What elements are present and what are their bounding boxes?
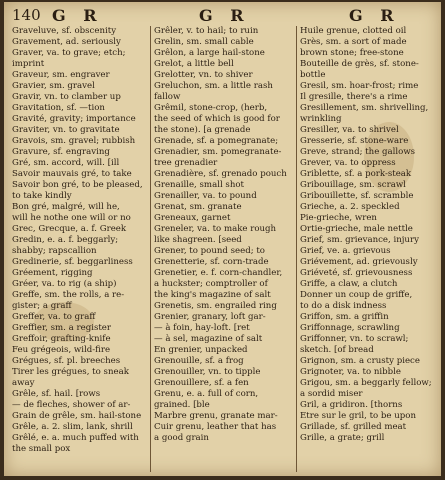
dictionary-entry: Bon gré, malgré, will he, — [12, 202, 120, 212]
dictionary-entry: Savoir mauvais gré, to take — [12, 169, 132, 179]
dictionary-entry: the stone). [a grenade — [154, 125, 251, 135]
dictionary-entry: Savoir bon gré, to be pleased, — [12, 180, 143, 190]
dictionary-entry: will he nothe one will or no — [12, 213, 131, 223]
dictionary-entry: Grenier, granary, loft gar- — [154, 312, 266, 322]
dictionary-entry: Grenadière, sf. grenado pouch — [154, 169, 287, 179]
dictionary-entry: Griévement, ad. grievously — [300, 257, 418, 267]
dictionary-entry: Grégues, sf. pl. breeches — [12, 356, 121, 366]
dictionary-entry: — à foin, hay-loft. [ret — [154, 323, 250, 333]
dictionary-entry: Gréement, rigging — [12, 268, 93, 278]
dictionary-entry: Cuir grenu, leather that has — [154, 422, 277, 432]
dictionary-entry: Grelin, sm. small cable — [154, 37, 254, 47]
dictionary-entry: En grenier, unpacked — [154, 345, 248, 355]
dictionary-entry: Il gresille, there's a rime — [300, 92, 408, 102]
dictionary-entry: Griffon, sm. a griffin — [300, 312, 389, 322]
dictionary-entry: away — [12, 378, 35, 388]
dictionary-entry: Grenouillere, sf. a fen — [154, 378, 249, 388]
dictionary-entry: sketch. [of bread — [300, 345, 374, 355]
dictionary-entry: like shagreen. [seed — [154, 235, 242, 245]
dictionary-entry: Gravier, sm. gravel — [12, 81, 95, 91]
dictionary-entry: Grenouiller, vn. to tipple — [154, 367, 261, 377]
dictionary-entry: Gril, a gridiron. [thorns — [300, 400, 403, 410]
dictionary-entry: Gréer, va. to rig (a ship) — [12, 279, 117, 289]
dictionary-entry: Gravité, gravity; importance — [12, 114, 136, 124]
dictionary-entry: Graveur, sm. engraver — [12, 70, 110, 80]
dictionary-entry: — à sel, magazine of salt — [154, 334, 263, 344]
column-middle — [154, 26, 294, 444]
dictionary-entry: Grain de grêle, sm. hail-stone — [12, 411, 142, 421]
dictionary-entry: Gredin, e. a. f. beggarly; — [12, 235, 119, 245]
dictionary-entry: Grignoter, va. to nibble — [300, 367, 402, 377]
dictionary-entry: Griffonner, vn. to scrawl; — [300, 334, 409, 344]
dictionary-entry: a good grain — [154, 433, 209, 443]
dictionary-entry: Grener, to pound seed; to — [154, 246, 265, 256]
dictionary-entry: Greluchon, sm. a little rash — [154, 81, 273, 91]
dictionary-entry: Graviter, vn. to gravitate — [12, 125, 120, 135]
dictionary-entry: fallow — [154, 92, 181, 102]
dictionary-entry: Grille, a grate; grill — [300, 433, 385, 443]
dictionary-entry: Gresil, sm. hoar-frost; rime — [300, 81, 419, 91]
dictionary-entry: Griblette, sf. a pork-steak — [300, 169, 412, 179]
dictionary-entry: Grêler, v. to hail; to ruin — [154, 26, 259, 36]
dictionary-entry: Grieche, a. 2. speckled — [300, 202, 400, 212]
dictionary-entry: Huile grenue, clotted oil — [300, 26, 407, 36]
dictionary-entry: Grenadier, sm. pomegranate- — [154, 147, 282, 157]
dictionary-entry: Grenu, e. a. full of corn, — [154, 389, 259, 399]
dictionary-entry: Grigou, sm. a beggarly fellow; — [300, 378, 432, 388]
dictionary-entry: Grenailler, va. to pound — [154, 191, 257, 201]
dictionary-entry: a huckster; comptroller of — [154, 279, 268, 289]
column-left — [12, 26, 148, 455]
dictionary-entry: a sordid miser — [300, 389, 363, 399]
dictionary-entry: Bouteille de grès, sf. stone- — [300, 59, 419, 69]
dictionary-entry: imprint — [12, 59, 45, 69]
running-head: G R — [349, 6, 400, 25]
dictionary-entry: Greneler, va. to make rough — [154, 224, 277, 234]
dictionary-entry: Gravois, sm. gravel; rubbish — [12, 136, 136, 146]
dictionary-entry: Grever, va. to oppress — [300, 158, 396, 168]
dictionary-entry: Grenat, sm. granate — [154, 202, 242, 212]
column-right — [300, 26, 438, 444]
dictionary-entry: the king's magazine of salt — [154, 290, 271, 300]
dictionary-entry: Gravement, ad. seriously — [12, 37, 121, 47]
dictionary-entry: Grenouille, sf. a frog — [154, 356, 244, 366]
dictionary-entry: Pie-grieche, wren — [300, 213, 377, 223]
dictionary-entry: Grenetterie, sf. corn-trade — [154, 257, 269, 267]
dictionary-entry: Greneaux, garnet — [154, 213, 231, 223]
dictionary-entry: Etre sur le gril, to be upon — [300, 411, 416, 421]
dictionary-entry: Griffe, a claw, a clutch — [300, 279, 398, 289]
dictionary-entry: Greffe, sm. the rolls, a re- — [12, 290, 125, 300]
dictionary-entry: Greve, strand; the gallows — [300, 147, 416, 157]
dictionary-entry: Graveluve, sf. obscenity — [12, 26, 117, 36]
dictionary-entry: Griéveté, sf. grievousness — [300, 268, 413, 278]
dictionary-entry: Grêmil, stone-crop, (herb, — [154, 103, 268, 113]
dictionary-entry: Grêle, sf. hail. [rows — [12, 389, 101, 399]
dictionary-entry: tree grenadier — [154, 158, 218, 168]
dictionary-entry: Graver, va. to grave; etch; — [12, 48, 126, 58]
dictionary-entry: Greffer, va. to graff — [12, 312, 96, 322]
dictionary-entry: Gredinerie, sf. beggarliness — [12, 257, 133, 267]
dictionary-entry: Gravitation, sf. —tion — [12, 103, 105, 113]
dictionary-entry: Grec, Grecque, a. f. Greek — [12, 224, 127, 234]
dictionary-entry: Grêle, a. 2. slim, lank, shrill — [12, 422, 133, 432]
dictionary-entry: Grenetier, e. f. corn-chandler, — [154, 268, 283, 278]
dictionary-entry: Griffonnage, scrawling — [300, 323, 400, 333]
dictionary-entry: Gribouillage, sm. scrawl — [300, 180, 406, 190]
dictionary-entry: Gribouillette, sf. scramble — [300, 191, 414, 201]
page-header — [4, 4, 441, 26]
running-head: G R — [199, 6, 250, 25]
dictionary-entry: Gresillement, sm. shrivelling, — [300, 103, 429, 113]
dictionary-entry: the small pox — [12, 444, 71, 454]
page-number: 140 — [12, 6, 41, 24]
dictionary-entry: Grenetis, sm. engrailed ring — [154, 301, 277, 311]
dictionary-entry: wrinkling — [300, 114, 342, 124]
dictionary-entry: the seed of which is good for — [154, 114, 280, 124]
dictionary-entry: Gresserie, sf. stone-ware — [300, 136, 409, 146]
dictionary-entry: — de fleches, shower of ar- — [12, 400, 131, 410]
dictionary-entry: to do a disk indness — [300, 301, 387, 311]
column-rule — [150, 26, 151, 472]
dictionary-entry: Donner un coup de griffe, — [300, 290, 413, 300]
dictionary-entry: to take kindly — [12, 191, 72, 201]
dictionary-entry: Grenade, sf. a pomegranate; — [154, 136, 279, 146]
dictionary-entry: Ortie-grieche, male nettle — [300, 224, 413, 234]
dictionary-entry: Marbre grenu, granate mar- — [154, 411, 278, 421]
dictionary-entry: Gravir, vn. to clamber up — [12, 92, 121, 102]
dictionary-entry: Grief, sm. grievance, injury — [300, 235, 419, 245]
dictionary-page — [4, 2, 441, 476]
dictionary-entry: Grêlon, a large hail-stone — [154, 48, 265, 58]
dictionary-entry: brown stone; free-stone — [300, 48, 404, 58]
dictionary-entry: gister; a graff — [12, 301, 72, 311]
dictionary-entry: bottle — [300, 70, 326, 80]
dictionary-entry: Grenaille, small shot — [154, 180, 244, 190]
dictionary-entry: shabby; rapscallion — [12, 246, 97, 256]
column-rule — [296, 26, 297, 472]
dictionary-entry: Grief, ve. a. grievous — [300, 246, 391, 256]
dictionary-entry: Tirer les grégues, to sneak — [12, 367, 129, 377]
dictionary-entry: grained. [ble — [154, 400, 210, 410]
dictionary-entry: Grelot, a little bell — [154, 59, 234, 69]
dictionary-entry: Grillade, sf. grilled meat — [300, 422, 407, 432]
dictionary-entry: Gravure, sf. engraving — [12, 147, 110, 157]
dictionary-entry: Grelotter, vn. to shiver — [154, 70, 253, 80]
dictionary-entry: Gré, sm. accord, will. [ill — [12, 158, 120, 168]
running-head: G R — [52, 6, 103, 25]
dictionary-entry: Feu grégeois, wild-fire — [12, 345, 111, 355]
dictionary-entry: Greffoir, grafting-knife — [12, 334, 111, 344]
dictionary-entry: Grêlé, e. a. much puffed with — [12, 433, 139, 443]
dictionary-entry: Gresiller, va. to shrivel — [300, 125, 399, 135]
dictionary-entry: Grignon, sm. a crusty piece — [300, 356, 420, 366]
dictionary-entry: Greffier, sm. a register — [12, 323, 112, 333]
dictionary-entry: Grès, sm. a sort of made — [300, 37, 407, 47]
